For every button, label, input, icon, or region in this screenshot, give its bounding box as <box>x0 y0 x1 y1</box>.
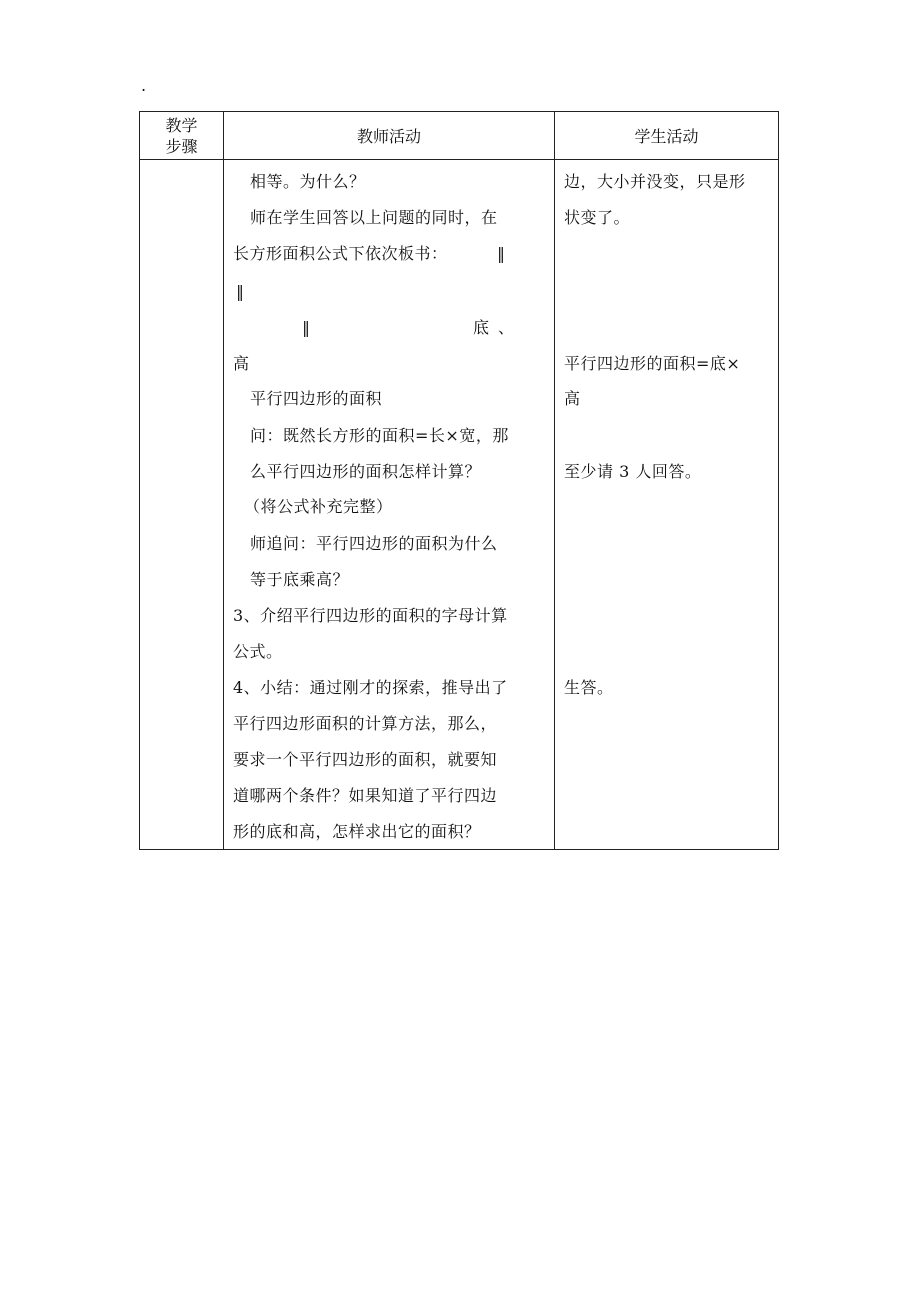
header-teacher-activity: 教师活动 <box>356 127 421 146</box>
header-student-activity: 学生活动 <box>634 127 699 146</box>
teacher-line: 平行四边形的面积 <box>250 389 383 408</box>
teacher-line: 3、介绍平行四边形的面积的字母计算 <box>233 606 508 625</box>
teacher-line: ‖ <box>497 244 506 263</box>
teacher-line: 形的底和高，怎样求出它的面积？ <box>233 822 481 841</box>
teacher-line: 师追问：平行四边形的面积为什么 <box>250 534 498 553</box>
student-line: 高 <box>564 389 581 408</box>
header-step-line2: 步骤 <box>165 136 198 156</box>
header-step-line1: 教学 <box>165 115 198 135</box>
page-mark: . <box>141 76 147 95</box>
student-line: 边，大小并没变，只是形 <box>564 172 746 191</box>
teacher-line: 长方形面积公式下依次板书： <box>233 244 448 263</box>
student-line: 状变了。 <box>564 208 631 227</box>
teacher-line: 4、小结：通过刚才的探索，推导出了 <box>233 678 508 697</box>
teacher-line: 道哪两个条件？如果知道了平行四边 <box>233 786 498 805</box>
teacher-line: 高 <box>233 354 250 373</box>
teacher-line: 相等。为什么？ <box>250 172 366 191</box>
header-teaching-step <box>140 112 223 159</box>
teacher-line: 公式。 <box>233 642 283 661</box>
lesson-table <box>139 111 779 850</box>
teacher-line: 师在学生回答以上问题的同时，在 <box>250 208 498 227</box>
teacher-line: （将公式补充完整） <box>244 497 393 516</box>
header-divider <box>140 159 778 160</box>
student-line: 至少请 3 人回答。 <box>564 462 702 481</box>
teacher-line: 、 <box>498 318 515 337</box>
teacher-line: 底 <box>473 318 490 337</box>
teacher-line: 么平行四边形的面积怎样计算？ <box>250 462 482 481</box>
teacher-line: ‖ <box>236 282 245 301</box>
teacher-line: 要求一个平行四边形的面积，就要知 <box>233 750 498 769</box>
column-divider <box>223 112 224 849</box>
teacher-line: 问：既然长方形的面积=长×宽，那 <box>250 426 509 445</box>
teacher-line: ‖ <box>302 318 311 337</box>
teacher-line: 等于底乘高？ <box>250 570 350 589</box>
teacher-line: 平行四边形面积的计算方法，那么， <box>233 714 498 733</box>
student-line: 平行四边形的面积=底× <box>564 354 741 373</box>
column-divider <box>554 112 555 849</box>
student-line: 生答。 <box>564 678 614 697</box>
